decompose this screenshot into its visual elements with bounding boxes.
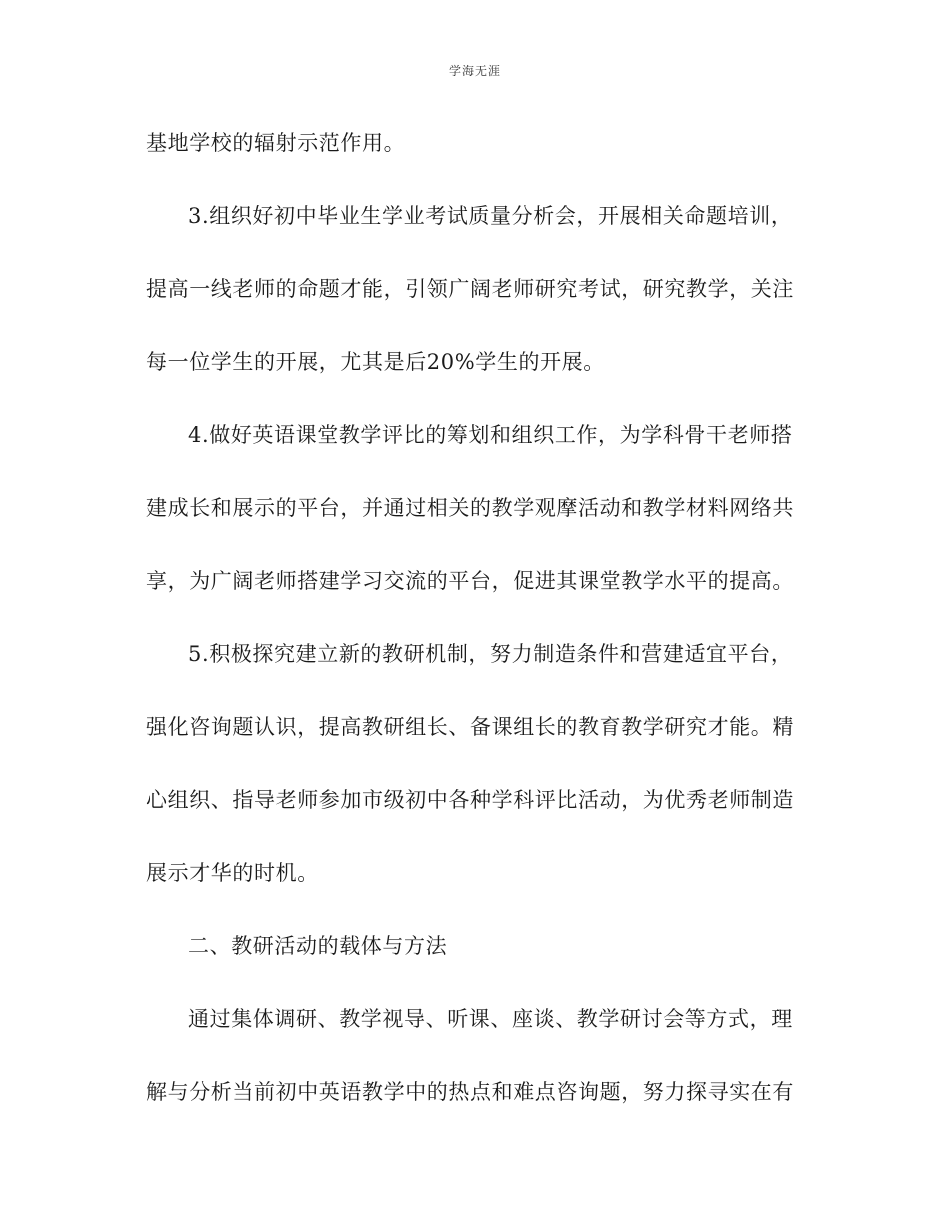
paragraph-line: 4.做好英语课堂教学评比的筹划和组织工作，为学科骨干老师搭 bbox=[188, 423, 793, 447]
paragraph-line: 展示才华的时机。 bbox=[146, 861, 319, 885]
paragraph-line: 心组织、指导老师参加市级初中各种学科评比活动，为优秀老师制造 bbox=[146, 788, 794, 812]
paragraph-line: 强化咨询题认识，提高教研组长、备课组长的教育教学研究才能。精 bbox=[146, 715, 794, 739]
paragraph-line: 3.组织好初中毕业生学业考试质量分析会，开展相关命题培训， bbox=[188, 204, 793, 228]
paragraph-line: 享，为广阔老师搭建学习交流的平台，促进其课堂教学水平的提高。 bbox=[146, 569, 794, 593]
paragraph-line: 每一位学生的开展，尤其是后20%学生的开展。 bbox=[146, 350, 605, 374]
section-heading: 二、教研活动的载体与方法 bbox=[188, 934, 448, 958]
paragraph-line: 建成长和展示的平台，并通过相关的教学观摩活动和教学材料网络共 bbox=[146, 496, 794, 520]
paragraph-line: 通过集体调研、教学视导、听课、座谈、教学研讨会等方式，理 bbox=[188, 1007, 793, 1031]
paragraph-line: 解与分析当前初中英语教学中的热点和难点咨询题，努力探寻实在有 bbox=[146, 1080, 794, 1104]
paragraph-line: 基地学校的辐射示范作用。 bbox=[146, 131, 406, 155]
page-header: 学海无涯 bbox=[448, 64, 501, 78]
paragraph-line: 5.积极探究建立新的教研机制，努力制造条件和营建适宜平台， bbox=[188, 642, 793, 666]
paragraph-line: 提高一线老师的命题才能，引领广阔老师研究考试，研究教学，关注 bbox=[146, 277, 794, 301]
